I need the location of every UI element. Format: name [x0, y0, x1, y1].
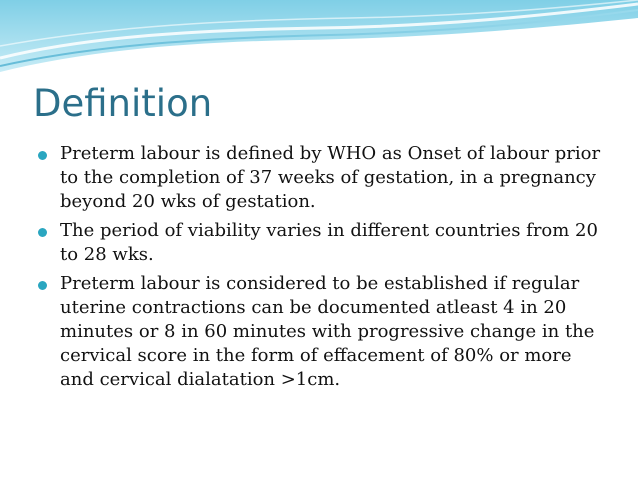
bullet-item: [36, 219, 611, 267]
bullet-text: The period of viability varies in different countries from 20 to 28 wks.: [60, 220, 598, 265]
bullet-item: [36, 142, 611, 214]
bullet-dot-icon: [38, 228, 47, 237]
header-wave-decoration: [0, 0, 638, 80]
bullet-dot-icon: [38, 151, 47, 160]
bullet-dot-icon: [38, 281, 47, 290]
slide-title: Definition: [33, 82, 213, 125]
bullet-text: Preterm labour is considered to be established if regular uterine contractions can be documented atleast 4 in 20 minutes or 8 in 60 minutes with progressive change in the cervical score in the form of effacement of 80% or more and cervical dialatation >1cm.: [60, 273, 595, 390]
bullet-item: [36, 272, 611, 392]
bullet-text: Preterm labour is defined by WHO as Onset of labour prior to the completion of 37 weeks of gestation, in a pregnancy beyond 20 wks of gestation.: [60, 143, 601, 212]
bullet-list: [36, 142, 611, 397]
